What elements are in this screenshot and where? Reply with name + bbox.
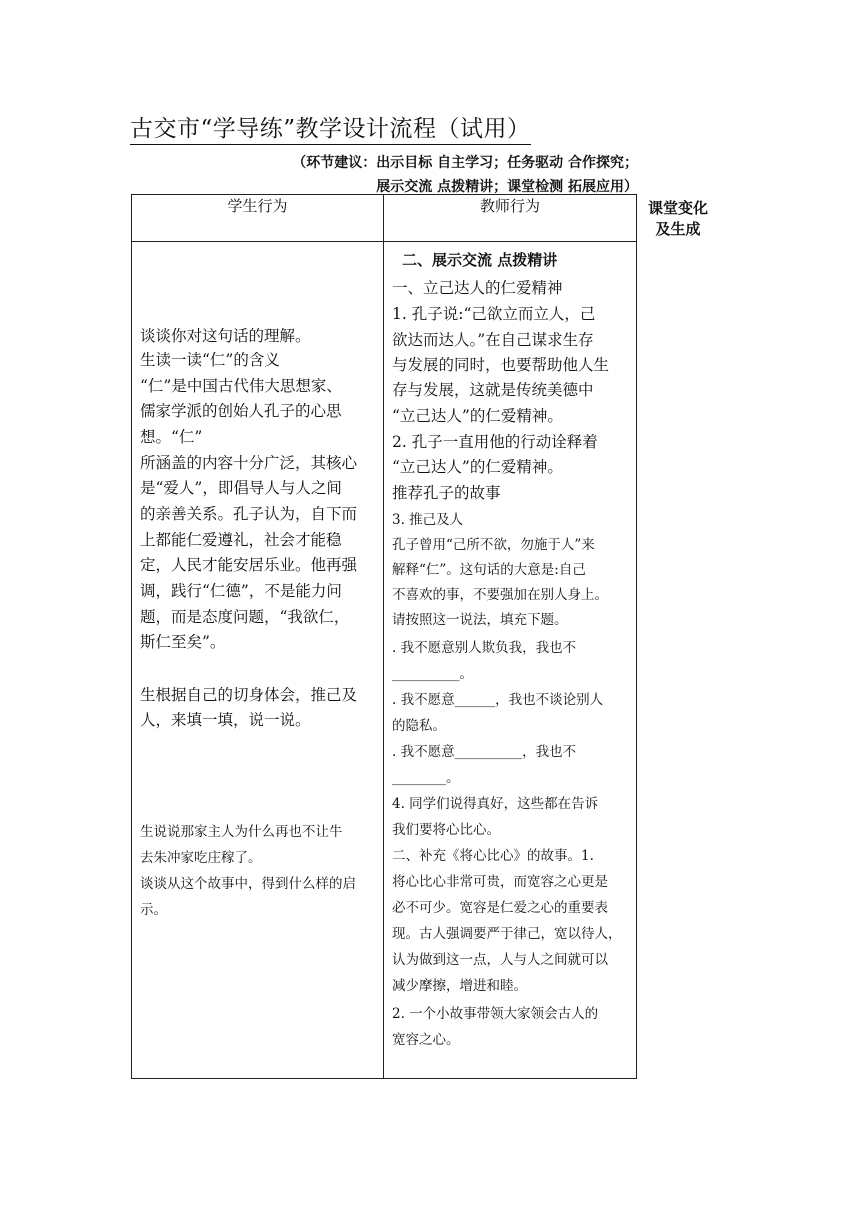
teacher-line: 将心比心非常可贵，而宽容之心更是 [392, 874, 608, 890]
table-header-row [132, 195, 637, 242]
student-line: 题，而是态度问题，“我欲仁， [140, 608, 350, 626]
student-line: “仁”是中国古代伟大思想家、 [140, 377, 342, 395]
teacher-line: 解释“仁”。这句话的大意是:自己 [392, 562, 586, 578]
teacher-line: 现。古人强调要严于律己，宽以待人， [392, 926, 622, 942]
teacher-line: 必不可少。宽容是仁爱之心的重要表 [392, 900, 608, 916]
student-line: 去朱冲家吃庄稼了。 [140, 850, 262, 866]
teacher-line: 2. 孔子一直用他的行动诠释着 [392, 433, 598, 451]
student-line: 谈谈从这个故事中，得到什么样的启 [140, 876, 356, 892]
teacher-behavior-header: 教师行为 [384, 195, 637, 242]
student-line: 所涵盖的内容十分广泛，其核心 [140, 454, 358, 472]
teacher-line: 二、补充《将心比心》的故事。1. [392, 848, 594, 864]
subtitle-line-2: 展示交流 点拨精讲；课堂检测 拓展应用） [376, 179, 638, 195]
teacher-line: “立己达人”的仁爱精神。 [392, 458, 563, 476]
student-behavior-header: 学生行为 [132, 195, 384, 242]
student-line: 谈谈你对这句话的理解。 [140, 327, 311, 345]
student-line: 上都能仁爱遵礼，社会才能稳 [140, 531, 342, 549]
teacher-section-heading: 二、展示交流 点拨精讲 [402, 251, 558, 269]
teacher-line: ________。 [392, 770, 460, 786]
teacher-line: __________。 [392, 666, 473, 682]
student-line: 生说说那家主人为什么再也不让牛 [140, 824, 343, 840]
teacher-line: 欲达而达人。”在自己谋求生存 [392, 331, 594, 349]
side-label-line-1: 课堂变化 [647, 199, 708, 217]
teacher-line: 3. 推己及人 [392, 512, 464, 528]
student-line: 定，人民才能安居乐业。他再强 [140, 556, 358, 574]
teacher-line: 我们要将心比心。 [392, 822, 500, 838]
teacher-line: 与发展的同时，也要帮助他人生 [392, 356, 610, 374]
teacher-line: 不喜欢的事，不要强加在别人身上。 [392, 587, 608, 603]
teacher-line: . 我不愿意______，我也不谈论别人 [392, 692, 604, 708]
student-line: 人，来填一填，说一说。 [140, 711, 311, 729]
teacher-line: 孔子曾用“己所不欲，勿施于人”来 [392, 537, 595, 553]
teacher-line: 存与发展，这就是传统美德中 [392, 381, 594, 399]
teacher-line: 的隐私。 [392, 718, 446, 734]
teacher-line: 认为做到这一点，人与人之间就可以 [392, 952, 608, 968]
lesson-table [131, 194, 637, 1079]
subtitle-line-1: （环节建议：出示目标 自主学习；任务驱动 合作探究； [292, 155, 638, 171]
student-line: 生根据自己的切身体会，推己及 [140, 686, 358, 704]
teacher-line: 2. 一个小故事带领大家领会古人的 [392, 1006, 599, 1022]
table-body-row [132, 242, 637, 1079]
teacher-line: “立己达人”的仁爱精神。 [392, 407, 563, 425]
teacher-line: 减少摩擦，增进和睦。 [392, 978, 527, 994]
teacher-line: 宽容之心。 [392, 1032, 460, 1048]
teacher-cell [384, 242, 637, 1079]
student-line: 示。 [140, 902, 167, 918]
teacher-line: 推荐孔子的故事 [392, 484, 501, 502]
teacher-line: 请按照这一说法，填充下题。 [392, 612, 568, 628]
classroom-change-label [642, 198, 714, 240]
student-line: 生读一读“仁”的含义 [140, 351, 280, 369]
student-line: 想。“仁” [140, 428, 203, 446]
teacher-line: 4. 同学们说得真好，这些都在告诉 [392, 796, 599, 812]
student-line: 斯仁至矣”。 [140, 633, 226, 651]
teacher-line: 一、立己达人的仁爱精神 [392, 279, 563, 297]
side-label-line-2: 及生成 [655, 220, 701, 238]
student-line: 调，践行“仁德”，不是能力问 [140, 582, 342, 600]
student-line: 是“爱人”，即倡导人与人之间 [140, 479, 342, 497]
student-cell [132, 242, 384, 1079]
teacher-line: . 我不愿意__________，我也不 [392, 744, 577, 760]
document-title: 古交市“学导练”教学设计流程（试用） [130, 114, 531, 145]
student-line: 的亲善关系。孔子认为，自下而 [140, 505, 358, 523]
teacher-line: 1. 孔子说:“己欲立而立人，己 [392, 305, 596, 323]
student-line: 儒家学派的创始人孔子的心思 [140, 402, 342, 420]
teacher-line: . 我不愿意别人欺负我，我也不 [392, 640, 577, 656]
